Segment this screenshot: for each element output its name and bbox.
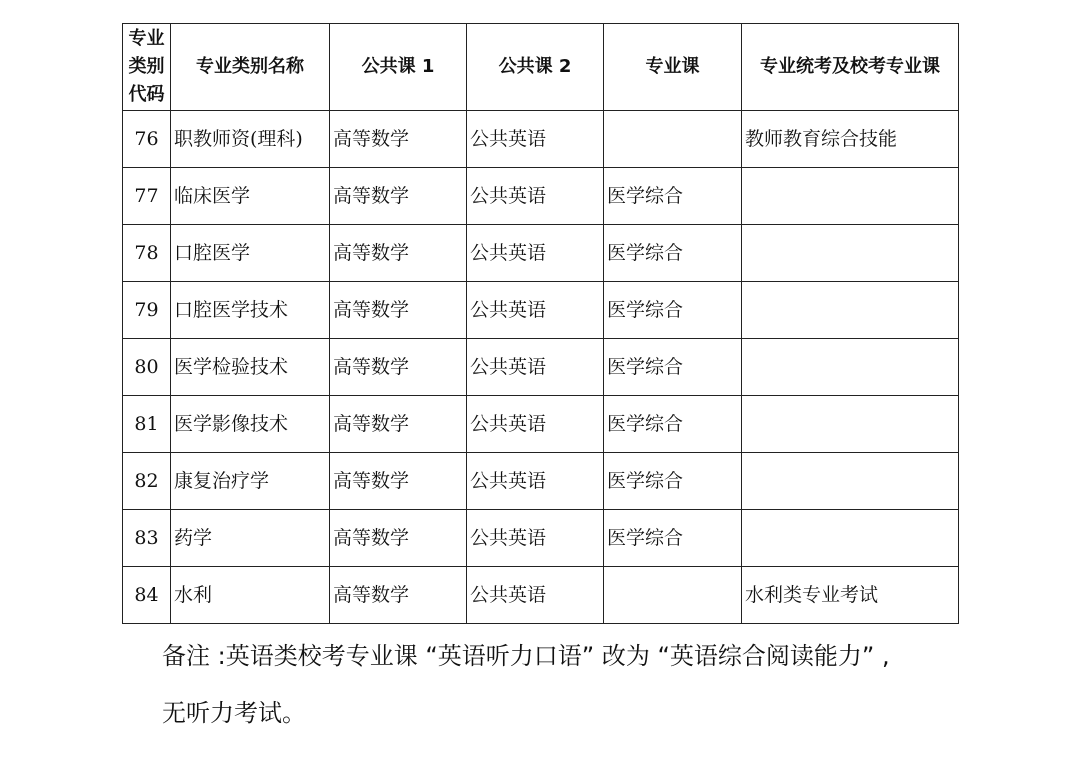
cell-major: [604, 111, 742, 168]
header-public2: 公共课 2: [467, 24, 604, 111]
cell-major: 医学综合: [604, 282, 742, 339]
header-code-line1: 专业: [128, 28, 165, 49]
cell-public2: 公共英语: [467, 339, 604, 396]
cell-exam: [742, 225, 959, 282]
header-exam: 专业统考及校考专业课: [742, 24, 959, 111]
cell-major: 医学综合: [604, 453, 742, 510]
cell-code: 83: [123, 510, 171, 567]
cell-exam: [742, 510, 959, 567]
cell-public1: 高等数学: [330, 225, 467, 282]
cell-name: 药学: [171, 510, 330, 567]
cell-code: 77: [123, 168, 171, 225]
cell-name: 临床医学: [171, 168, 330, 225]
cell-major: 医学综合: [604, 225, 742, 282]
cell-name: 医学影像技术: [171, 396, 330, 453]
cell-name: 职教师资(理科): [171, 111, 330, 168]
cell-major: 医学综合: [604, 339, 742, 396]
cell-exam: [742, 282, 959, 339]
table-row: [123, 225, 959, 282]
cell-public1: 高等数学: [330, 453, 467, 510]
cell-public1: 高等数学: [330, 567, 467, 624]
table-body: [123, 111, 959, 624]
table-row: [123, 339, 959, 396]
cell-code: 84: [123, 567, 171, 624]
table-row: [123, 453, 959, 510]
cell-major: 医学综合: [604, 396, 742, 453]
cell-exam: [742, 168, 959, 225]
cell-code: 81: [123, 396, 171, 453]
cell-code: 82: [123, 453, 171, 510]
cell-exam: [742, 396, 959, 453]
cell-exam: [742, 453, 959, 510]
cell-public2: 公共英语: [467, 168, 604, 225]
table-row: [123, 168, 959, 225]
header-name: 专业类别名称: [171, 24, 330, 111]
header-code: [123, 24, 171, 111]
table-row: [123, 396, 959, 453]
cell-major: [604, 567, 742, 624]
cell-major: 医学综合: [604, 510, 742, 567]
cell-public1: 高等数学: [330, 396, 467, 453]
table-row: [123, 567, 959, 624]
cell-public1: 高等数学: [330, 510, 467, 567]
header-major: 专业课: [604, 24, 742, 111]
cell-exam: [742, 339, 959, 396]
cell-public2: 公共英语: [467, 111, 604, 168]
cell-exam: 水利类专业考试: [742, 567, 959, 624]
cell-public2: 公共英语: [467, 510, 604, 567]
cell-code: 78: [123, 225, 171, 282]
cell-code: 79: [123, 282, 171, 339]
cell-major: 医学综合: [604, 168, 742, 225]
cell-name: 医学检验技术: [171, 339, 330, 396]
header-code-line2: 类别: [128, 56, 165, 77]
cell-public2: 公共英语: [467, 282, 604, 339]
cell-public1: 高等数学: [330, 339, 467, 396]
cell-public2: 公共英语: [467, 567, 604, 624]
table-row: [123, 111, 959, 168]
course-table: [122, 23, 959, 624]
cell-public2: 公共英语: [467, 396, 604, 453]
cell-public1: 高等数学: [330, 111, 467, 168]
header-row: [123, 24, 959, 111]
header-code-line3: 代码: [128, 84, 165, 105]
cell-public1: 高等数学: [330, 168, 467, 225]
cell-name: 康复治疗学: [171, 453, 330, 510]
note-line-2: 无听力考试。: [162, 699, 306, 727]
cell-public1: 高等数学: [330, 282, 467, 339]
cell-public2: 公共英语: [467, 453, 604, 510]
header-public1: 公共课 1: [330, 24, 467, 111]
cell-exam: 教师教育综合技能: [742, 111, 959, 168]
cell-code: 76: [123, 111, 171, 168]
table-header: [123, 24, 959, 111]
cell-public2: 公共英语: [467, 225, 604, 282]
note-line-1: 备注 :英语类校考专业课 “英语听力口语” 改为 “英语综合阅读能力” ,: [162, 642, 890, 670]
cell-name: 口腔医学技术: [171, 282, 330, 339]
table-row: [123, 510, 959, 567]
cell-name: 口腔医学: [171, 225, 330, 282]
table-row: [123, 282, 959, 339]
cell-name: 水利: [171, 567, 330, 624]
cell-code: 80: [123, 339, 171, 396]
